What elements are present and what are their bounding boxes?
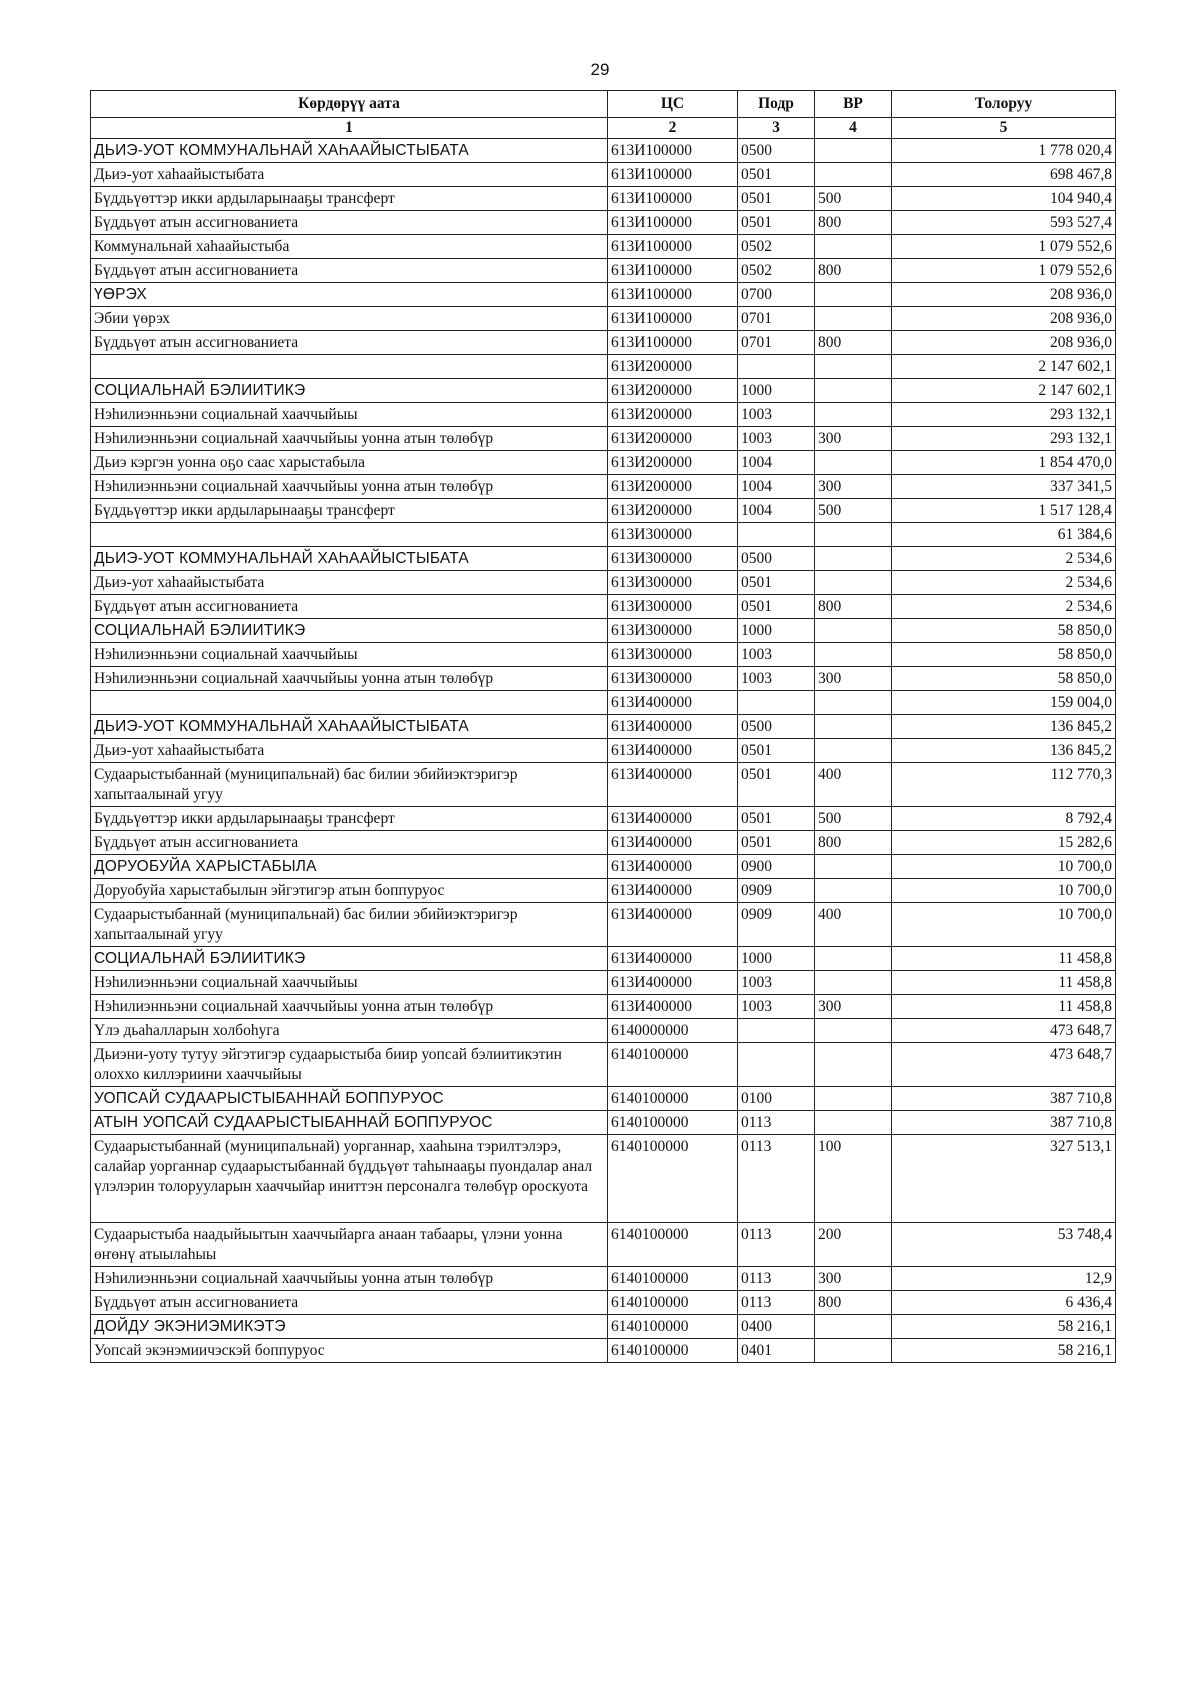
row-podr-cell: 1004 xyxy=(738,499,815,523)
row-podr-cell: 1000 xyxy=(738,619,815,643)
row-vr-cell xyxy=(815,947,892,971)
row-vr-cell xyxy=(815,451,892,475)
row-podr-cell: 0100 xyxy=(738,1087,815,1111)
row-cs-cell: 6140100000 xyxy=(608,1339,738,1363)
header-indicator-name: Көрдөрүү аата xyxy=(91,91,608,118)
row-vr-cell xyxy=(815,1043,892,1087)
row-amount-cell: 1 079 552,6 xyxy=(892,235,1116,259)
row-podr-cell: 0501 xyxy=(738,807,815,831)
row-vr-cell: 500 xyxy=(815,807,892,831)
row-amount-cell: 208 936,0 xyxy=(892,307,1116,331)
row-name-cell: Судаарыстыбаннай (муниципальнай) бас билии эбийиэктэригэр хапытаалынай угуу xyxy=(91,903,608,947)
row-cs-cell: 6140100000 xyxy=(608,1043,738,1087)
table-row xyxy=(91,355,1116,379)
row-vr-cell xyxy=(815,139,892,163)
row-cs-cell: 6140100000 xyxy=(608,1111,738,1135)
row-vr-cell xyxy=(815,879,892,903)
row-amount-cell: 12,9 xyxy=(892,1267,1116,1291)
row-cs-cell: 613И100000 xyxy=(608,259,738,283)
row-vr-cell xyxy=(815,523,892,547)
row-podr-cell: 0500 xyxy=(738,547,815,571)
row-vr-cell: 400 xyxy=(815,903,892,947)
row-amount-cell: 2 534,6 xyxy=(892,571,1116,595)
row-cs-cell: 613И400000 xyxy=(608,995,738,1019)
row-cs-cell: 613И400000 xyxy=(608,807,738,831)
row-cs-cell: 613И100000 xyxy=(608,211,738,235)
table-row xyxy=(91,667,1116,691)
header-cs: ЦС xyxy=(608,91,738,118)
row-podr-cell: 0909 xyxy=(738,879,815,903)
row-amount-cell: 698 467,8 xyxy=(892,163,1116,187)
table-row xyxy=(91,403,1116,427)
row-vr-cell xyxy=(815,163,892,187)
row-podr-cell xyxy=(738,355,815,379)
row-amount-cell: 136 845,2 xyxy=(892,715,1116,739)
row-name-cell: ДЬИЭ-УОТ КОММУНАЛЬНАЙ ХАҺААЙЫСТЫБАТА xyxy=(91,547,608,571)
row-cs-cell: 613И300000 xyxy=(608,667,738,691)
row-amount-cell: 208 936,0 xyxy=(892,331,1116,355)
row-amount-cell: 208 936,0 xyxy=(892,283,1116,307)
row-podr-cell xyxy=(738,1019,815,1043)
table-row xyxy=(91,1291,1116,1315)
row-vr-cell xyxy=(815,619,892,643)
row-name-cell: Дьиэ кэргэн уонна оҕо саас харыстабыла xyxy=(91,451,608,475)
row-vr-cell: 800 xyxy=(815,331,892,355)
row-vr-cell xyxy=(815,547,892,571)
row-cs-cell: 6140100000 xyxy=(608,1291,738,1315)
row-cs-cell: 613И100000 xyxy=(608,283,738,307)
table-row xyxy=(91,739,1116,763)
row-podr-cell: 0501 xyxy=(738,211,815,235)
row-amount-cell: 327 513,1 xyxy=(892,1135,1116,1223)
column-number-row xyxy=(91,118,1116,139)
row-cs-cell: 613И200000 xyxy=(608,403,738,427)
row-name-cell: Нэһилиэнньэни социальнай хааччыйыы уонна атын төлөбүр xyxy=(91,427,608,451)
row-amount-cell: 8 792,4 xyxy=(892,807,1116,831)
row-amount-cell: 1 079 552,6 xyxy=(892,259,1116,283)
row-amount-cell: 11 458,8 xyxy=(892,947,1116,971)
row-amount-cell: 58 850,0 xyxy=(892,667,1116,691)
row-podr-cell: 0501 xyxy=(738,187,815,211)
row-name-cell: Дьиэни-уоту тутуу эйгэтигэр судаарыстыба биир уопсай бэлиитикэтин олоххо киллэриини хааччыйыы xyxy=(91,1043,608,1087)
row-vr-cell: 100 xyxy=(815,1135,892,1223)
row-amount-cell: 1 778 020,4 xyxy=(892,139,1116,163)
row-podr-cell: 0113 xyxy=(738,1291,815,1315)
row-vr-cell xyxy=(815,715,892,739)
row-cs-cell: 613И100000 xyxy=(608,139,738,163)
row-name-cell: Дьиэ-уот хаһаайыстыбата xyxy=(91,739,608,763)
row-name-cell xyxy=(91,355,608,379)
row-podr-cell: 0700 xyxy=(738,283,815,307)
row-cs-cell: 613И300000 xyxy=(608,571,738,595)
row-cs-cell: 6140100000 xyxy=(608,1135,738,1223)
row-amount-cell: 61 384,6 xyxy=(892,523,1116,547)
row-name-cell: Бүддьүөт атын ассигнованиета xyxy=(91,1291,608,1315)
table-row xyxy=(91,971,1116,995)
row-podr-cell: 0502 xyxy=(738,235,815,259)
row-podr-cell: 1003 xyxy=(738,995,815,1019)
table-row xyxy=(91,807,1116,831)
row-podr-cell: 0501 xyxy=(738,595,815,619)
header-row xyxy=(91,91,1116,118)
row-podr-cell: 1003 xyxy=(738,643,815,667)
row-amount-cell: 58 850,0 xyxy=(892,643,1116,667)
row-cs-cell: 613И400000 xyxy=(608,903,738,947)
table-row xyxy=(91,1267,1116,1291)
row-vr-cell: 200 xyxy=(815,1223,892,1267)
row-amount-cell: 293 132,1 xyxy=(892,427,1116,451)
row-name-cell: СОЦИАЛЬНАЙ БЭЛИИТИКЭ xyxy=(91,947,608,971)
row-podr-cell: 0113 xyxy=(738,1135,815,1223)
row-podr-cell: 0500 xyxy=(738,715,815,739)
row-cs-cell: 613И400000 xyxy=(608,971,738,995)
row-podr-cell: 0701 xyxy=(738,307,815,331)
column-number: 1 xyxy=(91,118,608,139)
row-name-cell: Судаарыстыбаннай (муниципальнай) бас билии эбийиэктэригэр хапытаалынай угуу xyxy=(91,763,608,807)
row-name-cell xyxy=(91,523,608,547)
table-row xyxy=(91,1315,1116,1339)
row-amount-cell: 11 458,8 xyxy=(892,971,1116,995)
table-row xyxy=(91,1135,1116,1223)
row-cs-cell: 6140100000 xyxy=(608,1087,738,1111)
row-cs-cell: 6140100000 xyxy=(608,1267,738,1291)
table-row xyxy=(91,427,1116,451)
table-row xyxy=(91,1111,1116,1135)
row-vr-cell: 300 xyxy=(815,1267,892,1291)
row-podr-cell xyxy=(738,691,815,715)
row-name-cell: ДЬИЭ-УОТ КОММУНАЛЬНАЙ ХАҺААЙЫСТЫБАТА xyxy=(91,715,608,739)
row-podr-cell: 0501 xyxy=(738,163,815,187)
budget-table xyxy=(90,90,1116,1363)
row-name-cell: Коммунальнай хаһаайыстыба xyxy=(91,235,608,259)
row-vr-cell xyxy=(815,379,892,403)
row-vr-cell: 500 xyxy=(815,187,892,211)
row-amount-cell: 473 648,7 xyxy=(892,1019,1116,1043)
table-row xyxy=(91,995,1116,1019)
table-row xyxy=(91,903,1116,947)
table-row xyxy=(91,187,1116,211)
row-amount-cell: 1 517 128,4 xyxy=(892,499,1116,523)
row-amount-cell: 2 147 602,1 xyxy=(892,355,1116,379)
row-amount-cell: 2 147 602,1 xyxy=(892,379,1116,403)
row-vr-cell xyxy=(815,1087,892,1111)
table-row xyxy=(91,1019,1116,1043)
row-cs-cell: 613И200000 xyxy=(608,499,738,523)
row-vr-cell xyxy=(815,283,892,307)
row-name-cell: УОПСАЙ СУДААРЫСТЫБАННАЙ БОППУРУОС xyxy=(91,1087,608,1111)
row-vr-cell: 300 xyxy=(815,475,892,499)
table-row xyxy=(91,1087,1116,1111)
row-cs-cell: 613И100000 xyxy=(608,307,738,331)
table-row xyxy=(91,831,1116,855)
row-podr-cell: 0701 xyxy=(738,331,815,355)
row-amount-cell: 1 854 470,0 xyxy=(892,451,1116,475)
row-cs-cell: 613И100000 xyxy=(608,331,738,355)
row-vr-cell xyxy=(815,739,892,763)
row-amount-cell: 593 527,4 xyxy=(892,211,1116,235)
row-name-cell: Нэһилиэнньэни социальнай хааччыйыы уонна атын төлөбүр xyxy=(91,667,608,691)
row-podr-cell: 0113 xyxy=(738,1111,815,1135)
row-cs-cell: 613И100000 xyxy=(608,187,738,211)
table-row xyxy=(91,499,1116,523)
table-row xyxy=(91,451,1116,475)
row-cs-cell: 613И400000 xyxy=(608,879,738,903)
row-cs-cell: 613И400000 xyxy=(608,855,738,879)
row-name-cell: СОЦИАЛЬНАЙ БЭЛИИТИКЭ xyxy=(91,379,608,403)
row-cs-cell: 613И200000 xyxy=(608,475,738,499)
row-podr-cell: 0502 xyxy=(738,259,815,283)
row-vr-cell: 300 xyxy=(815,995,892,1019)
row-amount-cell: 15 282,6 xyxy=(892,831,1116,855)
row-vr-cell xyxy=(815,235,892,259)
row-amount-cell: 53 748,4 xyxy=(892,1223,1116,1267)
row-name-cell: Дьиэ-уот хаһаайыстыбата xyxy=(91,571,608,595)
row-name-cell: Бүддьүөт атын ассигнованиета xyxy=(91,259,608,283)
column-number: 5 xyxy=(892,118,1116,139)
table-row xyxy=(91,259,1116,283)
row-name-cell: ДЬИЭ-УОТ КОММУНАЛЬНАЙ ХАҺААЙЫСТЫБАТА xyxy=(91,139,608,163)
row-name-cell: Нэһилиэнньэни социальнай хааччыйыы xyxy=(91,643,608,667)
row-vr-cell xyxy=(815,691,892,715)
column-number: 3 xyxy=(738,118,815,139)
row-amount-cell: 58 216,1 xyxy=(892,1339,1116,1363)
row-name-cell: Эбии үөрэх xyxy=(91,307,608,331)
page-number: 29 xyxy=(590,60,610,79)
row-cs-cell: 613И400000 xyxy=(608,763,738,807)
table-row xyxy=(91,1339,1116,1363)
row-name-cell: Нэһилиэнньэни социальнай хааччыйыы xyxy=(91,403,608,427)
row-amount-cell: 10 700,0 xyxy=(892,903,1116,947)
row-amount-cell: 104 940,4 xyxy=(892,187,1116,211)
row-amount-cell: 10 700,0 xyxy=(892,879,1116,903)
row-cs-cell: 613И300000 xyxy=(608,643,738,667)
header-podr: Подр xyxy=(738,91,815,118)
table-row xyxy=(91,379,1116,403)
row-amount-cell: 473 648,7 xyxy=(892,1043,1116,1087)
row-podr-cell: 0401 xyxy=(738,1339,815,1363)
row-cs-cell: 613И300000 xyxy=(608,619,738,643)
table-row xyxy=(91,475,1116,499)
table-row xyxy=(91,619,1116,643)
row-podr-cell: 0113 xyxy=(738,1267,815,1291)
row-vr-cell xyxy=(815,307,892,331)
row-name-cell: Нэһилиэнньэни социальнай хааччыйыы уонна атын төлөбүр xyxy=(91,475,608,499)
row-cs-cell: 613И400000 xyxy=(608,691,738,715)
row-cs-cell: 613И200000 xyxy=(608,379,738,403)
row-name-cell: Судаарыстыба наадыйыытын хааччыйарга анаан табаары, үлэни уонна өҥөнү атыылаһыы xyxy=(91,1223,608,1267)
column-number: 4 xyxy=(815,118,892,139)
row-amount-cell: 2 534,6 xyxy=(892,547,1116,571)
table-row xyxy=(91,307,1116,331)
row-cs-cell: 613И300000 xyxy=(608,547,738,571)
row-podr-cell: 0113 xyxy=(738,1223,815,1267)
row-podr-cell: 0501 xyxy=(738,739,815,763)
row-amount-cell: 58 850,0 xyxy=(892,619,1116,643)
table-row xyxy=(91,715,1116,739)
row-cs-cell: 613И400000 xyxy=(608,715,738,739)
table-row xyxy=(91,763,1116,807)
table-row xyxy=(91,571,1116,595)
table-row xyxy=(91,1043,1116,1087)
table-row xyxy=(91,523,1116,547)
row-cs-cell: 613И300000 xyxy=(608,595,738,619)
row-name-cell: Нэһилиэнньэни социальнай хааччыйыы уонна атын төлөбүр xyxy=(91,995,608,1019)
row-vr-cell: 300 xyxy=(815,667,892,691)
row-amount-cell: 112 770,3 xyxy=(892,763,1116,807)
table-row xyxy=(91,211,1116,235)
row-amount-cell: 387 710,8 xyxy=(892,1111,1116,1135)
table-row xyxy=(91,139,1116,163)
row-cs-cell: 613И100000 xyxy=(608,235,738,259)
row-name-cell: Бүддьүөттэр икки ардыларынааҕы трансферт xyxy=(91,807,608,831)
table-row xyxy=(91,855,1116,879)
row-amount-cell: 387 710,8 xyxy=(892,1087,1116,1111)
row-podr-cell: 0501 xyxy=(738,763,815,807)
row-name-cell: Бүддьүөт атын ассигнованиета xyxy=(91,331,608,355)
row-amount-cell: 136 845,2 xyxy=(892,739,1116,763)
table-header xyxy=(91,91,1116,139)
row-podr-cell: 1000 xyxy=(738,379,815,403)
row-name-cell: Судаарыстыбаннай (муниципальнай) уорганнар, хааһына тэрилтэлэрэ, салайар уорганнар судаарыстыбаннай бүддьүөт таһынааҕы пуондалар анал үлэлэрин толорууларын хааччыйар иниттэн персоналга төлөбүр ороскуота xyxy=(91,1135,608,1223)
column-number: 2 xyxy=(608,118,738,139)
row-cs-cell: 613И300000 xyxy=(608,523,738,547)
row-podr-cell: 0909 xyxy=(738,903,815,947)
row-name-cell: Доруобуйа харыстабылын эйгэтигэр атын боппуруос xyxy=(91,879,608,903)
table-row xyxy=(91,691,1116,715)
row-vr-cell xyxy=(815,1339,892,1363)
row-podr-cell: 0500 xyxy=(738,139,815,163)
row-vr-cell xyxy=(815,1019,892,1043)
table-row xyxy=(91,331,1116,355)
row-podr-cell xyxy=(738,523,815,547)
row-cs-cell: 6140100000 xyxy=(608,1315,738,1339)
header-vr: ВР xyxy=(815,91,892,118)
table-row xyxy=(91,879,1116,903)
row-podr-cell: 0501 xyxy=(738,571,815,595)
row-podr-cell: 1004 xyxy=(738,475,815,499)
row-name-cell: Уопсай экэнэмиичэскэй боппуруос xyxy=(91,1339,608,1363)
row-cs-cell: 613И200000 xyxy=(608,355,738,379)
row-vr-cell xyxy=(815,1315,892,1339)
row-vr-cell: 800 xyxy=(815,595,892,619)
row-name-cell: Бүддьүөттэр икки ардыларынааҕы трансферт xyxy=(91,499,608,523)
row-vr-cell: 300 xyxy=(815,427,892,451)
row-cs-cell: 6140100000 xyxy=(608,1223,738,1267)
row-vr-cell xyxy=(815,355,892,379)
row-vr-cell xyxy=(815,1111,892,1135)
row-vr-cell: 800 xyxy=(815,259,892,283)
row-vr-cell xyxy=(815,971,892,995)
row-podr-cell: 0400 xyxy=(738,1315,815,1339)
row-cs-cell: 613И200000 xyxy=(608,451,738,475)
row-podr-cell: 0900 xyxy=(738,855,815,879)
row-name-cell: ДОЙДУ ЭКЭНИЭМИКЭТЭ xyxy=(91,1315,608,1339)
row-amount-cell: 337 341,5 xyxy=(892,475,1116,499)
table-row xyxy=(91,163,1116,187)
row-podr-cell: 1004 xyxy=(738,451,815,475)
row-name-cell: Бүддьүөттэр икки ардыларынааҕы трансферт xyxy=(91,187,608,211)
row-name-cell: Бүддьүөт атын ассигнованиета xyxy=(91,595,608,619)
row-cs-cell: 613И400000 xyxy=(608,831,738,855)
row-amount-cell: 11 458,8 xyxy=(892,995,1116,1019)
row-cs-cell: 613И400000 xyxy=(608,947,738,971)
row-podr-cell xyxy=(738,1043,815,1087)
row-amount-cell: 10 700,0 xyxy=(892,855,1116,879)
row-vr-cell: 500 xyxy=(815,499,892,523)
row-cs-cell: 613И400000 xyxy=(608,739,738,763)
row-podr-cell: 1003 xyxy=(738,971,815,995)
row-amount-cell: 58 216,1 xyxy=(892,1315,1116,1339)
row-podr-cell: 1000 xyxy=(738,947,815,971)
table-row xyxy=(91,643,1116,667)
row-name-cell: Дьиэ-уот хаһаайыстыбата xyxy=(91,163,608,187)
row-name-cell: Нэһилиэнньэни социальнай хааччыйыы уонна атын төлөбүр xyxy=(91,1267,608,1291)
row-amount-cell: 293 132,1 xyxy=(892,403,1116,427)
row-podr-cell: 0501 xyxy=(738,831,815,855)
row-name-cell: Үлэ дьаһалларын холбоһуга xyxy=(91,1019,608,1043)
row-vr-cell: 400 xyxy=(815,763,892,807)
table-row xyxy=(91,595,1116,619)
row-name-cell: ДОРУОБУЙА ХАРЫСТАБЫЛА xyxy=(91,855,608,879)
row-vr-cell: 800 xyxy=(815,831,892,855)
row-vr-cell xyxy=(815,403,892,427)
row-podr-cell: 1003 xyxy=(738,427,815,451)
table-row xyxy=(91,1223,1116,1267)
row-name-cell: ҮӨРЭХ xyxy=(91,283,608,307)
row-vr-cell: 800 xyxy=(815,211,892,235)
row-name-cell: Нэһилиэнньэни социальнай хааччыйыы xyxy=(91,971,608,995)
table-row xyxy=(91,235,1116,259)
row-amount-cell: 159 004,0 xyxy=(892,691,1116,715)
row-vr-cell: 800 xyxy=(815,1291,892,1315)
header-amount: Толоруу xyxy=(892,91,1116,118)
row-vr-cell xyxy=(815,571,892,595)
row-cs-cell: 6140000000 xyxy=(608,1019,738,1043)
row-vr-cell xyxy=(815,855,892,879)
table-body xyxy=(91,139,1116,1363)
row-name-cell: Бүддьүөт атын ассигнованиета xyxy=(91,831,608,855)
table-row xyxy=(91,947,1116,971)
row-vr-cell xyxy=(815,643,892,667)
row-name-cell: АТЫН УОПСАЙ СУДААРЫСТЫБАННАЙ БОППУРУОС xyxy=(91,1111,608,1135)
row-cs-cell: 613И200000 xyxy=(608,427,738,451)
row-amount-cell: 6 436,4 xyxy=(892,1291,1116,1315)
row-podr-cell: 1003 xyxy=(738,667,815,691)
table-row xyxy=(91,547,1116,571)
row-cs-cell: 613И100000 xyxy=(608,163,738,187)
row-amount-cell: 2 534,6 xyxy=(892,595,1116,619)
row-name-cell: СОЦИАЛЬНАЙ БЭЛИИТИКЭ xyxy=(91,619,608,643)
row-name-cell: Бүддьүөт атын ассигнованиета xyxy=(91,211,608,235)
row-podr-cell: 1003 xyxy=(738,403,815,427)
row-name-cell xyxy=(91,691,608,715)
table-row xyxy=(91,283,1116,307)
